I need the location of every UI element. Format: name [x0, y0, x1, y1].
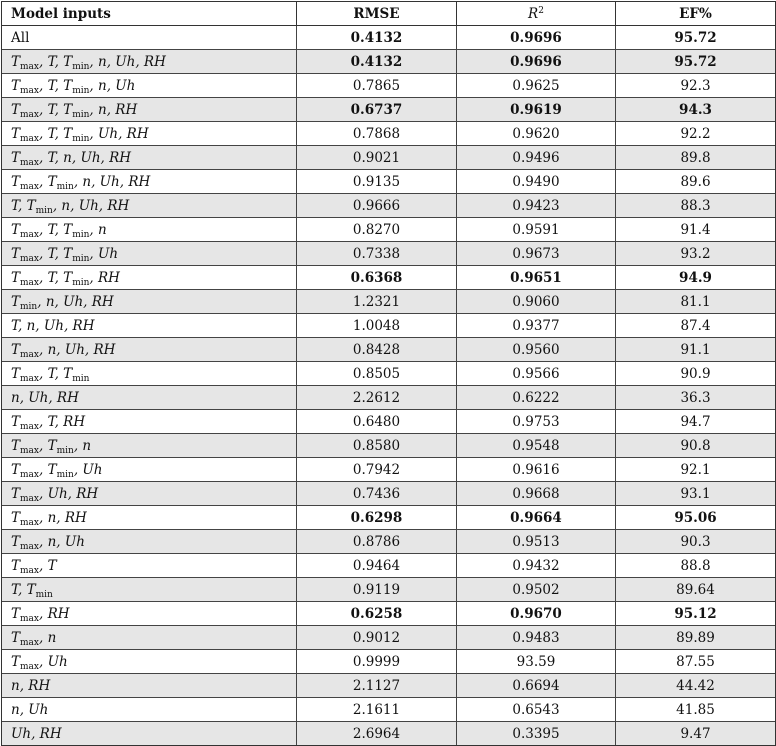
model-inputs-cell — [2, 170, 297, 194]
input-segment: T — [11, 653, 21, 670]
model-inputs-cell — [2, 266, 297, 290]
model-inputs-text — [11, 246, 118, 262]
input-segment: T — [11, 437, 21, 454]
input-subscript: min — [35, 205, 53, 216]
model-inputs-cell — [2, 554, 297, 578]
table-row — [2, 218, 776, 242]
model-inputs-text — [11, 654, 68, 670]
model-inputs-text — [11, 462, 102, 478]
r2-cell: 0.9560 — [457, 338, 616, 362]
r2-cell: 0.9513 — [457, 530, 616, 554]
ef-cell: 88.3 — [616, 194, 776, 218]
header-row — [2, 2, 776, 26]
input-subscript: max — [20, 229, 39, 240]
model-inputs-cell — [2, 698, 297, 722]
input-segment: T — [11, 269, 21, 286]
rmse-cell: 0.8270 — [297, 218, 457, 242]
model-inputs-cell — [2, 362, 297, 386]
table-row — [2, 410, 776, 434]
input-subscript: max — [20, 661, 39, 672]
table-row — [2, 74, 776, 98]
model-inputs-text — [11, 198, 129, 214]
model-inputs-text — [11, 678, 50, 694]
model-inputs-text — [11, 702, 48, 718]
input-segment: , n, Uh, RH — [39, 341, 116, 358]
table-row — [2, 482, 776, 506]
r2-cell: 0.9670 — [457, 602, 616, 626]
input-segment: T — [11, 461, 21, 478]
r2-cell: 0.9753 — [457, 410, 616, 434]
input-segment: , n, Uh, RH — [89, 53, 166, 70]
table-row — [2, 290, 776, 314]
header-ef: EF% — [616, 2, 776, 26]
input-segment: T — [11, 149, 21, 166]
input-segment: T — [11, 293, 21, 310]
ef-cell: 90.3 — [616, 530, 776, 554]
model-inputs-cell — [2, 218, 297, 242]
model-inputs-cell — [2, 50, 297, 74]
input-subscript: min — [56, 181, 74, 192]
table-row — [2, 554, 776, 578]
r2-cell: 0.9548 — [457, 434, 616, 458]
model-inputs-text — [11, 630, 56, 646]
header-rmse: RMSE — [297, 2, 457, 26]
input-segment: All — [11, 29, 30, 46]
r2-cell: 0.9490 — [457, 170, 616, 194]
r2-cell: 0.9664 — [457, 506, 616, 530]
r2-cell: 0.3395 — [457, 722, 616, 746]
ef-cell: 89.6 — [616, 170, 776, 194]
table-row — [2, 674, 776, 698]
ef-cell: 94.9 — [616, 266, 776, 290]
input-segment: , Uh — [73, 461, 103, 478]
input-segment: T — [11, 125, 21, 142]
rmse-cell: 0.9119 — [297, 578, 457, 602]
table-body — [2, 26, 776, 746]
input-subscript: min — [35, 589, 53, 600]
input-subscript: max — [20, 253, 39, 264]
rmse-cell: 0.8428 — [297, 338, 457, 362]
input-segment: , n — [89, 221, 107, 238]
r2-cell: 0.6222 — [457, 386, 616, 410]
ef-cell: 9.47 — [616, 722, 776, 746]
table-row — [2, 602, 776, 626]
input-segment: , T — [39, 557, 57, 574]
input-subscript: min — [72, 133, 90, 144]
r2-cell: 0.9496 — [457, 146, 616, 170]
model-inputs-text — [11, 78, 135, 94]
rmse-cell: 0.7868 — [297, 122, 457, 146]
r2-cell: 0.9620 — [457, 122, 616, 146]
model-inputs-text — [11, 294, 114, 310]
ef-cell: 91.4 — [616, 218, 776, 242]
rmse-cell: 0.6480 — [297, 410, 457, 434]
input-segment: , T, T — [39, 245, 73, 262]
input-segment: Uh, RH — [11, 725, 62, 742]
input-subscript: max — [20, 277, 39, 288]
input-subscript: max — [20, 349, 39, 360]
model-inputs-text — [11, 30, 29, 46]
input-segment: T — [11, 509, 21, 526]
input-segment: , T, T — [39, 77, 73, 94]
table-row — [2, 146, 776, 170]
model-inputs-text — [11, 510, 87, 526]
table-row — [2, 170, 776, 194]
model-inputs-cell — [2, 386, 297, 410]
input-segment: T — [11, 245, 21, 262]
ef-cell: 92.2 — [616, 122, 776, 146]
model-inputs-cell — [2, 26, 297, 50]
model-inputs-text — [11, 342, 115, 358]
model-inputs-cell — [2, 146, 297, 170]
r2-cell: 0.9619 — [457, 98, 616, 122]
model-inputs-cell — [2, 122, 297, 146]
model-inputs-cell — [2, 410, 297, 434]
ef-cell: 93.2 — [616, 242, 776, 266]
input-segment: T — [11, 101, 21, 118]
rmse-cell: 0.6368 — [297, 266, 457, 290]
r2-cell: 0.9625 — [457, 74, 616, 98]
model-inputs-cell — [2, 458, 297, 482]
input-segment: T — [11, 533, 21, 550]
input-subscript: max — [20, 181, 39, 192]
ef-cell: 89.8 — [616, 146, 776, 170]
input-segment: , Uh — [89, 245, 119, 262]
ef-cell: 94.7 — [616, 410, 776, 434]
input-segment: , n, Uh, RH — [37, 293, 114, 310]
model-inputs-cell — [2, 530, 297, 554]
table-row — [2, 242, 776, 266]
input-subscript: max — [20, 469, 39, 480]
model-inputs-cell — [2, 626, 297, 650]
r2-cell: 0.9651 — [457, 266, 616, 290]
input-subscript: min — [72, 61, 90, 72]
table-row — [2, 314, 776, 338]
rmse-cell: 0.7436 — [297, 482, 457, 506]
input-subscript: min — [72, 229, 90, 240]
rmse-cell: 0.9135 — [297, 170, 457, 194]
model-inputs-cell — [2, 674, 297, 698]
model-inputs-cell — [2, 434, 297, 458]
input-subscript: max — [20, 133, 39, 144]
rmse-cell: 0.7865 — [297, 74, 457, 98]
model-inputs-text — [11, 222, 107, 238]
model-inputs-text — [11, 174, 150, 190]
table-row — [2, 506, 776, 530]
rmse-cell: 0.9999 — [297, 650, 457, 674]
input-segment: T — [11, 221, 21, 238]
input-segment: T, n, Uh, RH — [11, 317, 95, 334]
rmse-cell: 0.9021 — [297, 146, 457, 170]
model-inputs-cell — [2, 650, 297, 674]
input-subscript: max — [20, 157, 39, 168]
input-segment: , T, T — [39, 101, 73, 118]
input-subscript: min — [56, 469, 74, 480]
input-subscript: max — [20, 61, 39, 72]
table-row — [2, 698, 776, 722]
input-segment: , n, RH — [39, 509, 87, 526]
ef-cell: 81.1 — [616, 290, 776, 314]
input-segment: , T — [39, 437, 57, 454]
rmse-cell: 0.6298 — [297, 506, 457, 530]
rmse-cell: 0.9666 — [297, 194, 457, 218]
table-row — [2, 458, 776, 482]
header-r2-base: R — [528, 5, 539, 22]
model-inputs-text — [11, 414, 85, 430]
input-segment: T — [11, 605, 21, 622]
rmse-cell: 0.8580 — [297, 434, 457, 458]
table-row — [2, 530, 776, 554]
input-subscript: max — [20, 373, 39, 384]
ef-cell: 95.06 — [616, 506, 776, 530]
input-segment: T — [11, 557, 21, 574]
input-segment: , T, RH — [39, 413, 86, 430]
input-segment: , Uh, RH — [89, 125, 149, 142]
model-inputs-cell — [2, 482, 297, 506]
model-inputs-text — [11, 102, 137, 118]
input-segment: , n — [39, 629, 57, 646]
r2-cell: 0.6543 — [457, 698, 616, 722]
ef-cell: 95.72 — [616, 26, 776, 50]
rmse-cell: 1.0048 — [297, 314, 457, 338]
table-row — [2, 98, 776, 122]
rmse-cell: 0.9012 — [297, 626, 457, 650]
input-segment: , T — [39, 461, 57, 478]
ef-cell: 92.3 — [616, 74, 776, 98]
header-r2 — [457, 2, 616, 26]
ef-cell: 91.1 — [616, 338, 776, 362]
input-subscript: max — [20, 517, 39, 528]
input-subscript: max — [20, 85, 39, 96]
model-inputs-cell — [2, 242, 297, 266]
r2-cell: 0.9060 — [457, 290, 616, 314]
input-segment: , Uh — [39, 653, 68, 670]
input-segment: , RH — [39, 605, 70, 622]
input-segment: , T, T — [39, 221, 73, 238]
model-inputs-text — [11, 582, 53, 598]
table-row — [2, 650, 776, 674]
model-inputs-text — [11, 438, 91, 454]
rmse-cell: 2.1611 — [297, 698, 457, 722]
input-segment: T — [11, 341, 21, 358]
rmse-cell: 2.1127 — [297, 674, 457, 698]
model-inputs-cell — [2, 722, 297, 746]
input-subscript: max — [20, 565, 39, 576]
rmse-cell: 0.4132 — [297, 26, 457, 50]
rmse-cell: 0.9464 — [297, 554, 457, 578]
table-row — [2, 434, 776, 458]
input-segment: n, Uh — [11, 701, 49, 718]
rmse-cell: 0.8786 — [297, 530, 457, 554]
model-inputs-cell — [2, 602, 297, 626]
table-row — [2, 266, 776, 290]
model-inputs-text — [11, 534, 85, 550]
table-row — [2, 626, 776, 650]
model-inputs-text — [11, 726, 62, 742]
model-inputs-text — [11, 270, 120, 286]
ef-cell: 44.42 — [616, 674, 776, 698]
input-segment: , n, RH — [89, 101, 138, 118]
r2-cell: 0.9668 — [457, 482, 616, 506]
input-segment: n, RH — [11, 677, 51, 694]
model-inputs-text — [11, 150, 131, 166]
model-inputs-text — [11, 54, 166, 70]
input-subscript: min — [72, 85, 90, 96]
input-segment: T — [11, 485, 21, 502]
input-subscript: min — [72, 253, 90, 264]
r2-cell: 0.9591 — [457, 218, 616, 242]
input-segment: T — [11, 77, 21, 94]
ef-cell: 90.8 — [616, 434, 776, 458]
ef-cell: 89.89 — [616, 626, 776, 650]
input-segment: , n, Uh — [89, 77, 136, 94]
r2-cell: 0.9432 — [457, 554, 616, 578]
table-row — [2, 26, 776, 50]
input-subscript: max — [20, 637, 39, 648]
r2-cell: 0.6694 — [457, 674, 616, 698]
input-segment: , n, Uh, RH — [73, 173, 151, 190]
ef-cell: 92.1 — [616, 458, 776, 482]
input-subscript: max — [20, 613, 39, 624]
model-inputs-text — [11, 390, 79, 406]
table-row — [2, 578, 776, 602]
input-segment: , T — [39, 173, 57, 190]
input-subscript: min — [72, 373, 90, 384]
model-inputs-text — [11, 318, 94, 334]
rmse-cell: 2.2612 — [297, 386, 457, 410]
input-subscript: min — [72, 277, 90, 288]
input-segment: , Uh, RH — [39, 485, 99, 502]
input-segment: , n, Uh — [39, 533, 85, 550]
input-subscript: min — [72, 109, 90, 120]
ef-cell: 41.85 — [616, 698, 776, 722]
table-row — [2, 338, 776, 362]
input-subscript: max — [20, 541, 39, 552]
r2-cell: 93.59 — [457, 650, 616, 674]
rmse-cell: 0.7338 — [297, 242, 457, 266]
ef-cell: 87.4 — [616, 314, 776, 338]
r2-cell: 0.9696 — [457, 50, 616, 74]
model-inputs-text — [11, 606, 70, 622]
rmse-cell: 0.6258 — [297, 602, 457, 626]
input-segment: , T, T — [39, 365, 73, 382]
r2-cell: 0.9673 — [457, 242, 616, 266]
table-row — [2, 722, 776, 746]
table-row — [2, 122, 776, 146]
input-segment: , n — [73, 437, 92, 454]
ef-cell: 87.55 — [616, 650, 776, 674]
header-model-inputs: Model inputs — [2, 2, 297, 26]
model-inputs-cell — [2, 578, 297, 602]
input-subscript: max — [20, 445, 39, 456]
input-subscript: max — [20, 421, 39, 432]
r2-cell: 0.9566 — [457, 362, 616, 386]
input-segment: , RH — [89, 269, 120, 286]
table-row — [2, 386, 776, 410]
r2-cell: 0.9483 — [457, 626, 616, 650]
table-row — [2, 194, 776, 218]
input-subscript: max — [20, 493, 39, 504]
table-row — [2, 50, 776, 74]
table-row — [2, 362, 776, 386]
rmse-cell: 1.2321 — [297, 290, 457, 314]
ef-cell: 95.72 — [616, 50, 776, 74]
input-segment: T — [11, 173, 21, 190]
r2-cell: 0.9377 — [457, 314, 616, 338]
ef-cell: 36.3 — [616, 386, 776, 410]
input-segment: T — [11, 413, 21, 430]
header-r2-exp: 2 — [538, 5, 544, 16]
ef-cell: 88.8 — [616, 554, 776, 578]
input-subscript: min — [20, 301, 38, 312]
model-inputs-text — [11, 558, 57, 574]
input-segment: , T, T — [39, 53, 73, 70]
ef-cell: 89.64 — [616, 578, 776, 602]
r2-cell: 0.9502 — [457, 578, 616, 602]
model-inputs-cell — [2, 338, 297, 362]
input-segment: , T, n, Uh, RH — [39, 149, 132, 166]
r2-cell: 0.9423 — [457, 194, 616, 218]
input-segment: T — [11, 53, 21, 70]
model-inputs-cell — [2, 506, 297, 530]
input-segment: T, T — [11, 581, 36, 598]
model-inputs-text — [11, 126, 149, 142]
model-inputs-cell — [2, 98, 297, 122]
rmse-cell: 0.8505 — [297, 362, 457, 386]
model-inputs-cell — [2, 290, 297, 314]
ef-cell: 90.9 — [616, 362, 776, 386]
r2-cell: 0.9616 — [457, 458, 616, 482]
model-inputs-cell — [2, 194, 297, 218]
model-inputs-table — [1, 1, 776, 746]
ef-cell: 95.12 — [616, 602, 776, 626]
rmse-cell: 0.4132 — [297, 50, 457, 74]
input-segment: , T, T — [39, 125, 73, 142]
model-inputs-cell — [2, 74, 297, 98]
input-segment: , n, Uh, RH — [52, 197, 130, 214]
rmse-cell: 0.7942 — [297, 458, 457, 482]
model-inputs-text — [11, 486, 98, 502]
input-segment: n, Uh, RH — [11, 389, 79, 406]
input-subscript: max — [20, 109, 39, 120]
rmse-cell: 0.6737 — [297, 98, 457, 122]
input-subscript: min — [56, 445, 74, 456]
ef-cell: 93.1 — [616, 482, 776, 506]
ef-cell: 94.3 — [616, 98, 776, 122]
rmse-cell: 2.6964 — [297, 722, 457, 746]
model-inputs-text — [11, 366, 89, 382]
input-segment: T — [11, 365, 21, 382]
r2-cell: 0.9696 — [457, 26, 616, 50]
input-segment: , T, T — [39, 269, 73, 286]
input-segment: T — [11, 629, 21, 646]
model-inputs-cell — [2, 314, 297, 338]
input-segment: T, T — [11, 197, 36, 214]
